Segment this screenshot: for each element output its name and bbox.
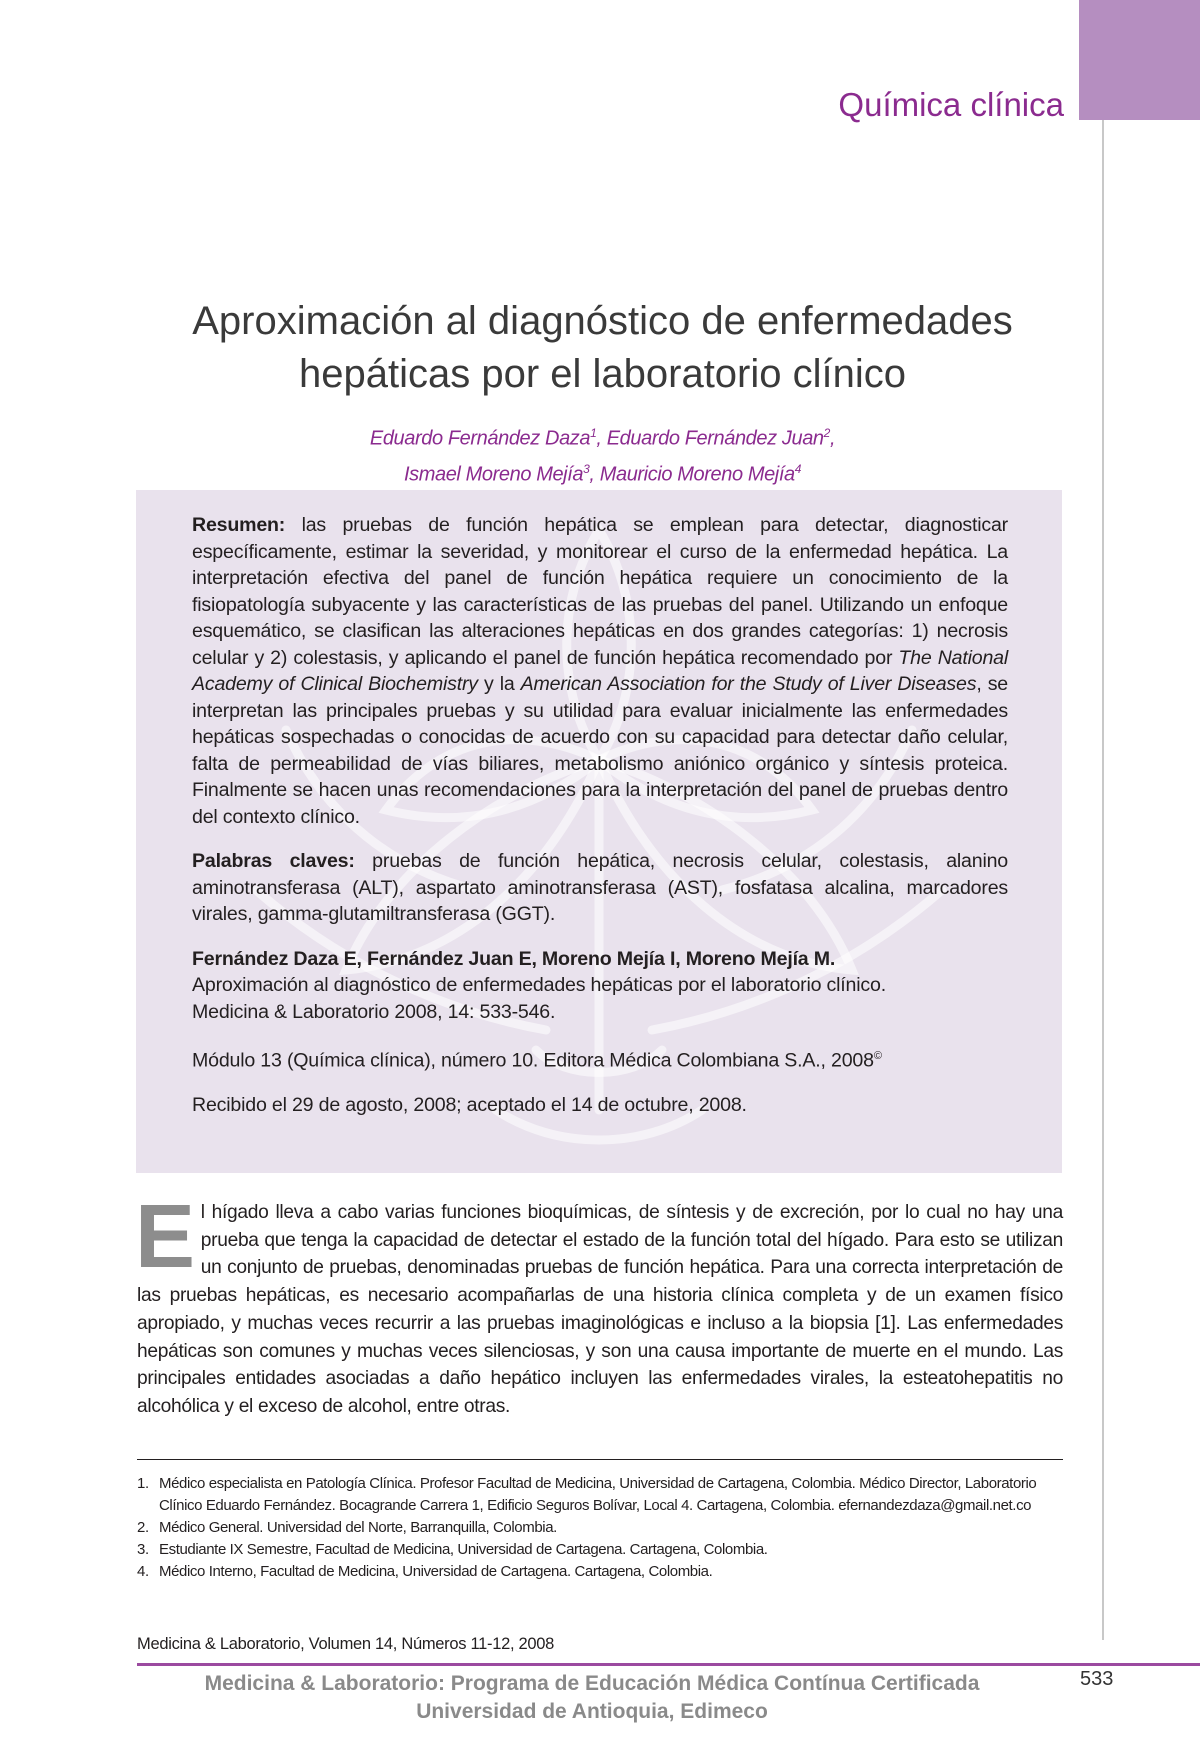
author: Eduardo Fernández Daza	[369, 427, 591, 450]
author-affiliation: 2	[823, 426, 830, 440]
citation-journal: Medicina & Laboratorio 2008, 14: 533-546.	[192, 1000, 556, 1023]
author-affiliation: 1	[590, 426, 597, 440]
citation-authors: Fernández Daza E, Fernández Juan E, Moreno Mejía I, Moreno Mejía M.	[192, 947, 836, 970]
author-affiliation: 4	[794, 461, 802, 476]
footnote	[137, 1473, 1042, 1516]
citation-title: Aproximación al diagnóstico de enfermedades hepáticas por el laboratorio clínico.	[192, 974, 886, 996]
citation-paragraph	[192, 946, 1008, 1026]
title-line-1: Aproximación al diagnóstico de enfermedades	[192, 299, 1013, 343]
article-title	[130, 295, 1075, 401]
footnotes	[137, 1473, 1042, 1583]
keywords-text: pruebas de función hepática, necrosis celular, colestasis, alanino aminotransferasa (ALT), aspartato aminotransferasa (AST), fosfatasa alcalina, marcadores virales, gamma-glutamiltransferasa (GGT).	[192, 850, 1008, 925]
footnote-number: 3.	[137, 1540, 149, 1558]
abstract-text: , se interpretan las principales pruebas y su utilidad para evaluar inicialmente las enfermedades hepáticas sospechadas o conocidas de acuerdo con su capacidad para detectar daño celular, falta de permeabilidad de vías biliares, metabolismo aniónico orgánico y síntesis proteica. Finalmente se hacen unas recomendaciones para la interpretación del panel de pruebas dentro del contexto clínico.	[192, 673, 1008, 828]
program-footer	[137, 1670, 1047, 1726]
footnote-text: Médico especialista en Patología Clínica. Profesor Facultad de Medicina, Universidad de Cartagena, Colombia. Médico Director, Laboratorio Clínico Eduardo Fernández. Bocagrande Carrera 1, Edificio Seguros Bolívar, Local 4. Cartagena, Colombia. efernandezdaza@gmail.net.co	[159, 1475, 1037, 1514]
author: Mauricio Moreno Mejía	[599, 463, 795, 486]
footnote-number: 2.	[137, 1518, 149, 1536]
organization-name: The National Academy of Clinical Biochemistry	[192, 646, 1008, 695]
footnote-text: Médico General. Universidad del Norte, Barranquilla, Colombia.	[159, 1518, 557, 1536]
received-line: Recibido el 29 de agosto, 2008; aceptado el 14 de octubre, 2008.	[192, 1094, 747, 1117]
author-separator: ,	[829, 427, 836, 450]
corner-color-tab	[1079, 0, 1200, 120]
title-line-2: hepáticas por el laboratorio clínico	[298, 352, 906, 396]
author-affiliation: 3	[583, 461, 590, 476]
abstract-text: y la	[477, 673, 521, 695]
author: Eduardo Fernández Juan	[606, 427, 824, 450]
footnote	[137, 1539, 1042, 1561]
abstract-text: las pruebas de función hepática se emplean para detectar, diagnosticar específicamente, estimar la severidad, y monitorear el curso de la enfermedad hepática. La interpretación efectiva del panel de función hepática requiere un conocimiento de la fisiopatología subyacente y las características de las pruebas del panel. Utilizando un enfoque esquemático, se clasifican las alteraciones hepáticas en dos grandes categorías: 1) necrosis celular y 2) colestasis, y aplicando el panel de función hepática recomendado por	[192, 514, 1008, 669]
abstract-label: Resumen:	[192, 514, 286, 536]
footnote	[137, 1561, 1042, 1583]
margin-vertical-rule	[1102, 120, 1104, 1640]
drop-cap: E	[135, 1187, 195, 1287]
abstract-paragraph	[192, 512, 1008, 830]
section-label: Química clínica	[838, 86, 1064, 123]
program-line-2: Universidad de Antioquia, Edimeco	[416, 1700, 768, 1723]
journal-issue-line: Medicina & Laboratorio, Volumen 14, Números 11-12, 2008	[137, 1635, 555, 1653]
body-paragraph	[135, 1187, 1064, 1421]
author-separator: ,	[596, 427, 607, 450]
page-number: 533	[1080, 1668, 1114, 1690]
footer-divider	[137, 1663, 1200, 1666]
keywords-paragraph	[192, 848, 1008, 928]
author-separator: ,	[589, 463, 600, 486]
author-list	[130, 418, 1075, 489]
abstract-box	[136, 490, 1062, 1173]
footnote-divider	[137, 1459, 1063, 1460]
body-text: . Las enfermedades hepáticas son comunes y muchas veces silenciosas, y son una causa importante de muerte en el mundo. Las principales entidades asociadas a daño hepático incluyen las enfermedades virales, la esteatohepatitis no alcohólica y el exceso de alcohol, entre otras.	[137, 1312, 1064, 1417]
keywords-label: Palabras claves:	[192, 850, 355, 872]
body-text: l hígado lleva a cabo varias funciones bioquímicas, de síntesis y de excreción, por lo cual no hay una prueba que tenga la capacidad de detectar el estado de la función total del hígado. Para esto se utilizan un conjunto de pruebas, denominadas pruebas de función hepática. Para una correcta interpretación de las pruebas hepáticas, es necesario acompañarlas de una historia clínica completa y de un examen físico apropiado, y muchas veces recurrir a las pruebas imaginológicas e incluso a la biopsia	[137, 1202, 1063, 1334]
abstract-content	[192, 512, 1008, 1137]
footnote-number: 1.	[137, 1475, 149, 1492]
copyright-mark: ©	[873, 1050, 882, 1062]
footnote-text: Médico Interno, Facultad de Medicina, Universidad de Cartagena. Cartagena, Colombia.	[159, 1562, 713, 1580]
module-line	[192, 1043, 1008, 1074]
organization-name: American Association for the Study of Liver Diseases	[520, 673, 977, 695]
footnote-text: Estudiante IX Semestre, Facultad de Medicina, Universidad de Cartagena. Cartagena, Colombia.	[159, 1540, 768, 1558]
module-text: Módulo 13 (Química clínica), número 10. Editora Médica Colombiana S.A., 2008	[192, 1049, 874, 1072]
footnote-number: 4.	[137, 1562, 149, 1580]
footnote	[137, 1517, 1042, 1539]
reference-link[interactable]: [1]	[875, 1312, 896, 1334]
author: Ismael Moreno Mejía	[403, 463, 584, 486]
program-line-1: Medicina & Laboratorio: Programa de Educación Médica Contínua Certificada	[204, 1672, 980, 1695]
